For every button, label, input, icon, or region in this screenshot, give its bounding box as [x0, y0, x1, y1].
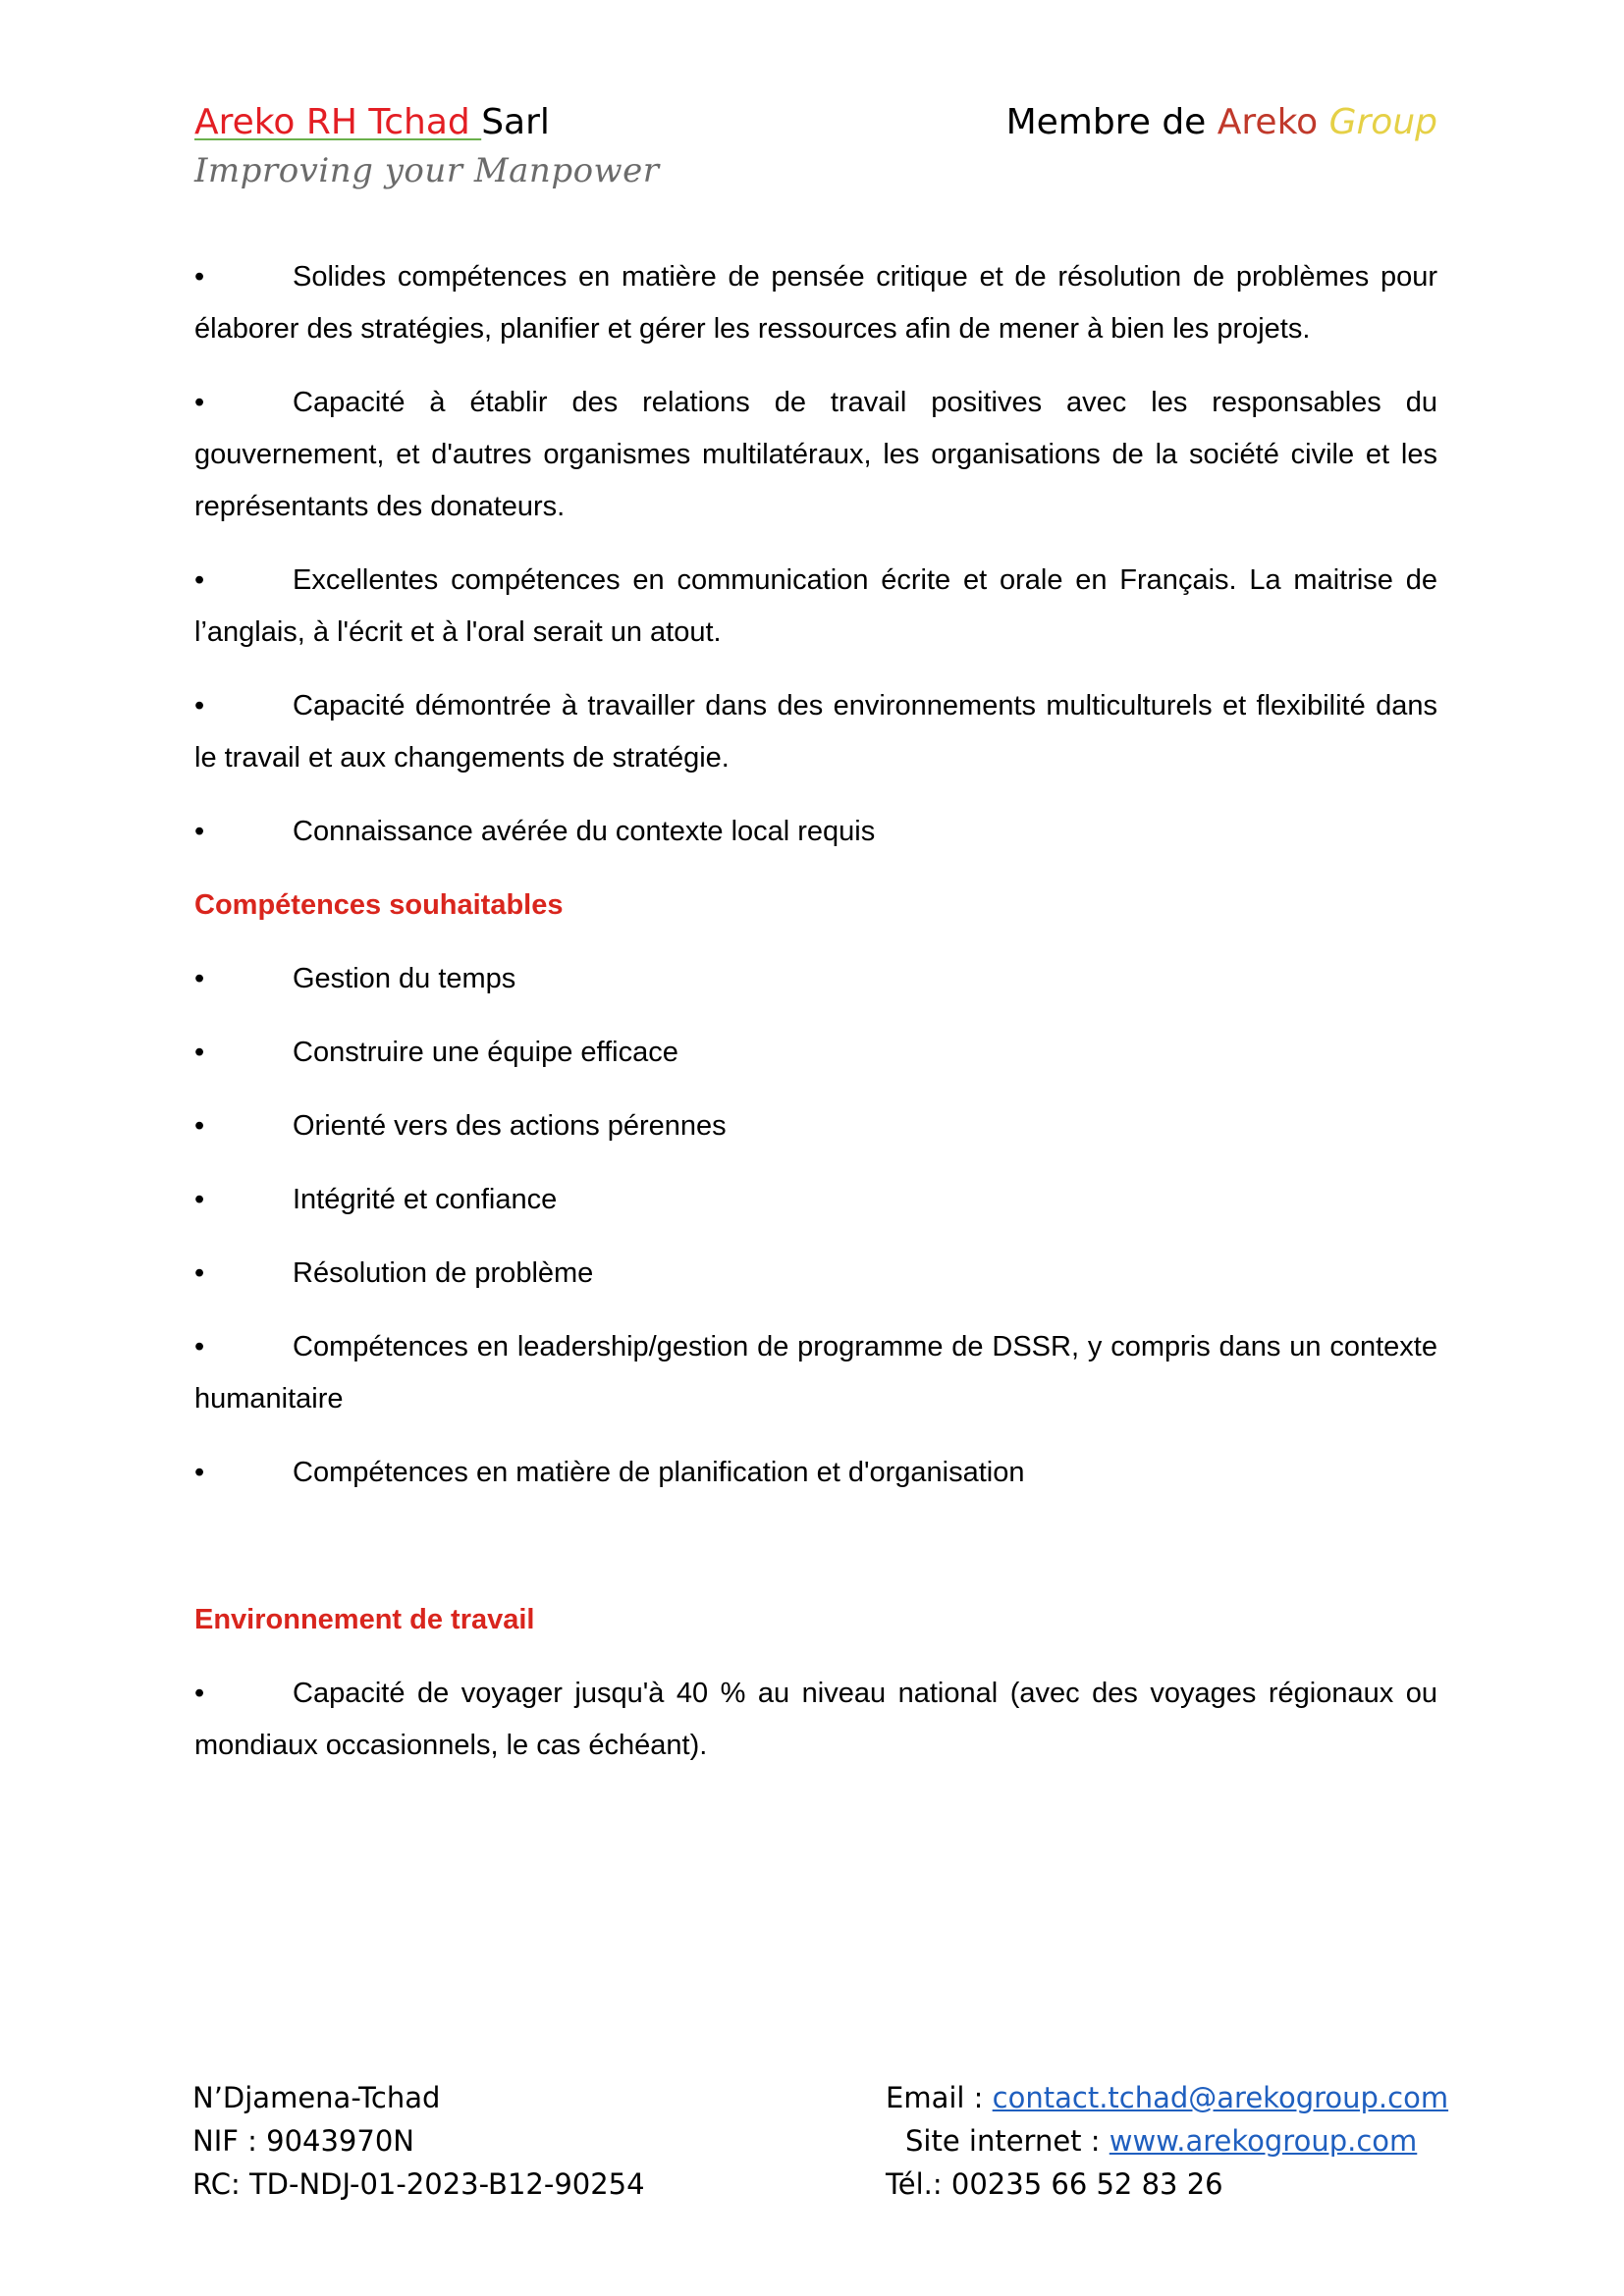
- bullet-marker: •: [194, 1457, 205, 1488]
- company-name: [194, 98, 660, 147]
- member-group: Group: [1328, 102, 1437, 142]
- bullet-marker: •: [194, 1257, 205, 1289]
- bullet-marker: •: [194, 261, 205, 293]
- spacer: [194, 1521, 1437, 1594]
- website-link[interactable]: www.arekogroup.com: [1109, 2124, 1418, 2158]
- list-item: [194, 1248, 1437, 1300]
- list-item: [194, 1447, 1437, 1499]
- list-item: [194, 377, 1437, 533]
- footer-phone: Tél.: 00235 66 52 83 26: [886, 2167, 1223, 2201]
- list-item-text: Compétences en matière de planification et d'organisation: [293, 1457, 1025, 1488]
- footer-company-info: [192, 2076, 645, 2206]
- list-item-text: Intégrité et confiance: [293, 1184, 558, 1215]
- list-item-text: Construire une équipe efficace: [293, 1037, 678, 1068]
- list-item-text: Solides compétences en matière de pensée critique et de résolution de problèmes pour élaborer des stratégies, planifier et gérer les ressources afin de mener à bien les projets.: [194, 261, 1437, 345]
- company-name-suffix: Sarl: [481, 102, 550, 142]
- list-item: [194, 251, 1437, 355]
- list-item-text: Résolution de problème: [293, 1257, 594, 1289]
- list-item: [194, 1668, 1437, 1772]
- footer-city: N’Djamena-Tchad: [192, 2081, 441, 2114]
- email-label: Email :: [886, 2081, 993, 2114]
- bullet-marker: •: [194, 963, 205, 994]
- list-item: [194, 555, 1437, 659]
- list-item: [194, 1100, 1437, 1152]
- section-title-desirable-skills: Compétences souhaitables: [194, 889, 564, 921]
- bullet-marker: •: [194, 1184, 205, 1215]
- list-item-text: Orienté vers des actions pérennes: [293, 1110, 727, 1142]
- company-name-highlight: Areko RH Tchad: [194, 102, 482, 142]
- bullet-marker: •: [194, 1110, 205, 1142]
- group-membership: [1006, 98, 1437, 147]
- company-tagline: Improving your Manpower: [194, 151, 660, 190]
- member-prefix: Membre de: [1005, 102, 1218, 142]
- member-areko: Areko: [1217, 102, 1319, 142]
- list-item-text: Gestion du temps: [293, 963, 516, 994]
- list-item: [194, 1174, 1437, 1226]
- list-item-text: Capacité à établir des relations de travail positives avec les responsables du gouvernement, et d'autres organismes multilatéraux, les organisations de la société civile et les représentants des donateurs.: [194, 387, 1437, 522]
- footer-site-line: [886, 2119, 1448, 2163]
- footer-contact: [886, 2076, 1448, 2206]
- section-title-work-environment: Environnement de travail: [194, 1604, 535, 1635]
- footer-email-line: [886, 2076, 1448, 2119]
- bullet-marker: •: [194, 816, 205, 847]
- list-item-text: Connaissance avérée du contexte local requis: [293, 816, 876, 847]
- document-body: [194, 251, 1437, 1793]
- list-item-text: Excellentes compétences en communication écrite et orale en Français. La maitrise de l’anglais, à l'écrit et à l'oral serait un atout.: [194, 564, 1437, 648]
- bullet-marker: •: [194, 1678, 205, 1709]
- list-item: [194, 953, 1437, 1005]
- email-link[interactable]: contact.tchad@arekogroup.com: [992, 2081, 1449, 2114]
- letterhead-left: [194, 98, 660, 194]
- letterhead: [194, 98, 1437, 206]
- bullet-marker: •: [194, 1331, 205, 1362]
- footer-rc: RC: TD-NDJ-01-2023-B12-90254: [192, 2167, 645, 2201]
- site-label: Site internet :: [905, 2124, 1110, 2158]
- bullet-marker: •: [194, 690, 205, 721]
- list-item: [194, 1321, 1437, 1425]
- list-item-text: Capacité démontrée à travailler dans des environnements multiculturels et flexibilité dans le travail et aux changements de stratégie.: [194, 690, 1437, 774]
- list-item-text: Compétences en leadership/gestion de programme de DSSR, y compris dans un contexte humanitaire: [194, 1331, 1437, 1415]
- bullet-marker: •: [194, 564, 205, 596]
- footer-nif: NIF : 9043970N: [192, 2124, 414, 2158]
- list-item: [194, 806, 1437, 858]
- bullet-marker: •: [194, 387, 205, 418]
- list-item: [194, 680, 1437, 784]
- bullet-marker: •: [194, 1037, 205, 1068]
- list-item: [194, 1027, 1437, 1079]
- list-item-text: Capacité de voyager jusqu'à 40 % au niveau national (avec des voyages régionaux ou mondiaux occasionnels, le cas échéant).: [194, 1678, 1437, 1761]
